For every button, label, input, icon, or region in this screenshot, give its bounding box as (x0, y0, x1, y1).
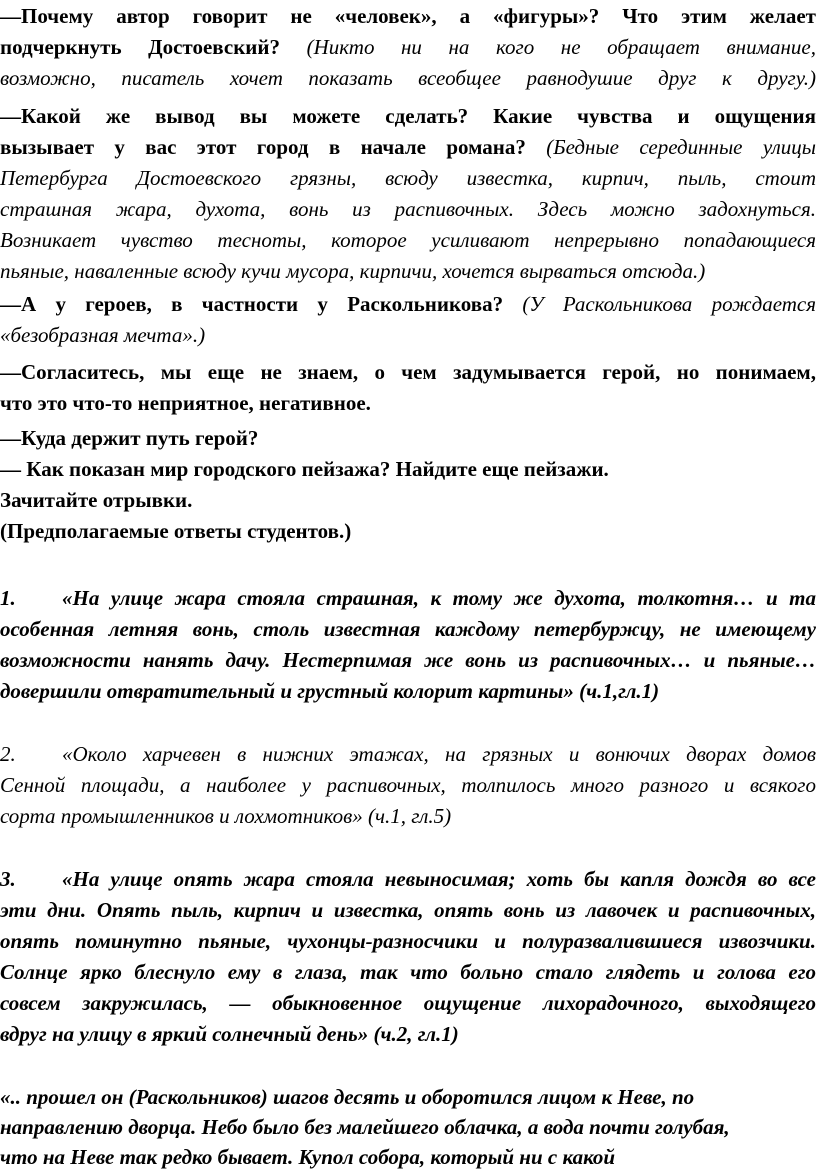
question-line: —А у героев, в частности у Раскольникова? (У Раскольникова рождается (0, 292, 816, 316)
excerpt-number: 3. (0, 867, 16, 891)
excerpt-line: 3. «На улице опять жара стояла невыносимая; хоть бы капля дождя во все (0, 865, 816, 894)
answer-line: Петербурга Достоевского грязны, всюду известка, кирпич, пыль, стоит (0, 166, 816, 190)
excerpt-line: довершили отвратительный и грустный колорит картины» (ч.1,гл.1) (0, 679, 660, 703)
excerpt-line: совсем закружилась, — обыкновенное ощущение лихорадочного, выходящего (0, 991, 816, 1015)
question-line: — Как показан мир городского пейзажа? Найдите еще пейзажи. (0, 457, 609, 481)
excerpt-number: 2. (0, 742, 16, 766)
excerpt-line: возможности нанять дачу. Нестерпимая же вонь из распивочных… и пьяные… (0, 648, 816, 672)
excerpt-line: 1. «На улице жара стояла страшная, к тому же духота, толкотня… и та (0, 584, 816, 613)
question-line: —Какой же вывод вы можете сделать? Какие чувства и ощущения (0, 104, 816, 128)
excerpt-line: особенная летняя вонь, столь известная каждому петербуржцу, не имеющему (0, 617, 816, 641)
excerpt-number: 1. (0, 586, 16, 610)
excerpt-line: что на Неве так редко бывает. Купол собора, который ни с какой (0, 1145, 616, 1169)
question-line: что это что-то неприятное, негативное. (0, 391, 371, 415)
question-line: Зачитайте отрывки. (0, 488, 193, 512)
excerpt-line: эти дни. Опять пыль, кирпич и известка, опять вонь из лавочек и распивочных, (0, 898, 816, 922)
question-line: —Почему автор говорит не «человек», а «фигуры»? Что этим желает (0, 4, 816, 28)
excerpt-line: Солнце ярко блеснуло ему в глаза, так что больно стало глядеть и голова его (0, 960, 816, 984)
answer-line: пьяные, наваленные всюду кучи мусора, кирпичи, хочется вырваться отсюда.) (0, 259, 706, 283)
excerpt-line: «.. прошел он (Раскольников) шагов десять и оборотился лицом к Неве, по (0, 1085, 695, 1109)
excerpt-line: вдруг на улицу в яркий солнечный день» (ч.2, гл.1) (0, 1022, 459, 1046)
question-line: (Предполагаемые ответы студентов.) (0, 519, 352, 543)
question-line: —Куда держит путь герой? (0, 426, 259, 450)
excerpt-line: 2. «Около харчевен в нижних этажах, на грязных и вонючих дворах домов (0, 740, 816, 769)
excerpt-line: направлению дворца. Небо было без малейшего облачка, а вода почти голубая, (0, 1115, 730, 1139)
excerpt-line: сорта промышленников и лохмотников» (ч.1, гл.5) (0, 804, 452, 828)
excerpt-line: опять поминутно пьяные, чухонцы-разносчики и полуразвалившиеся извозчики. (0, 929, 816, 953)
question-line: —Согласитесь, мы еще не знаем, о чем задумывается герой, но понимаем, (0, 360, 816, 384)
excerpt-line: Сенной площади, а наиболее у распивочных, толпилось много разного и всякого (0, 773, 816, 797)
answer-line: Возникает чувство тесноты, которое усиливают непрерывно попадающиеся (0, 228, 816, 252)
answer-line: страшная жара, духота, вонь из распивочных. Здесь можно задохнуться. (0, 197, 816, 221)
answer-line: возможно, писатель хочет показать всеобщее равнодушие друг к другу.) (0, 66, 816, 90)
answer-line: «безобразная мечта».) (0, 323, 206, 347)
question-line: вызывает у вас этот город в начале романа? (Бедные серединные улицы (0, 135, 816, 159)
question-line: подчеркнуть Достоевский? (Никто ни на кого не обращает внимание, (0, 35, 816, 59)
